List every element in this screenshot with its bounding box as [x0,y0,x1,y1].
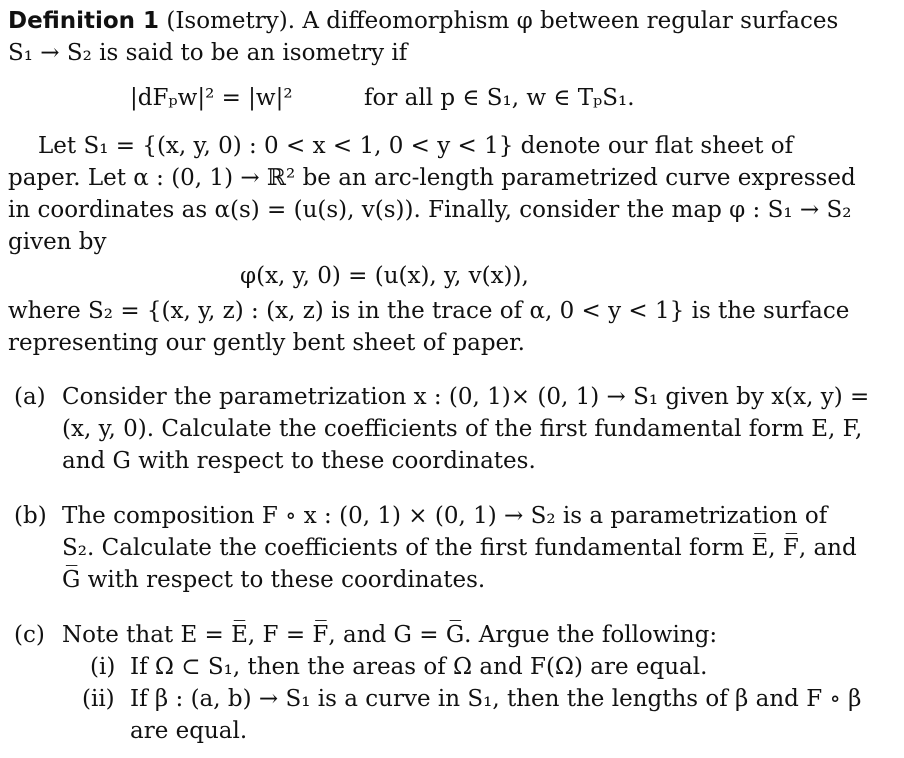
item-a-line-3: and G with respect to these coordinates. [62,448,536,474]
definition-line-2: S₁ → S₂ is said to be an isometry if [8,40,408,66]
para-line-2: paper. Let α : (0, 1) → ℝ² be an arc-length parametrized curve expressed [8,165,856,191]
item-b-line-2: S₂. Calculate the coefficients of the first fundamental form E̅, F̅, and [62,535,857,561]
item-c-sub-ii-line-1: If β : (a, b) → S₁ is a curve in S₁, then the lengths of β and F ∘ β [130,686,862,712]
item-c-sub-i-label: (i) [90,654,116,680]
item-c-sub-ii-label: (ii) [82,686,115,712]
isometry-formula: |dFₚw|² = |w|² [130,85,293,111]
item-b-line-1: The composition F ∘ x : (0, 1) × (0, 1) → S₂ is a parametrization of [62,503,828,529]
item-c-line-1: Note that E = E̅, F = F̅, and G = G̅. Argue the following: [62,622,718,648]
para-line-6: representing our gently bent sheet of paper. [8,330,525,356]
map-formula: φ(x, y, 0) = (u(x), y, v(x)), [240,263,529,289]
definition-title: (Isometry). A diffeomorphism φ between regular surfaces [159,8,839,34]
para-line-4: given by [8,229,107,255]
item-b-line-3: G̅ with respect to these coordinates. [62,567,486,593]
item-c-label: (c) [14,622,45,648]
item-a-line-2: (x, y, 0). Calculate the coefficients of the first fundamental form E, F, [62,416,863,442]
item-c-sub-ii-line-2: are equal. [130,718,248,744]
para-line-5: where S₂ = {(x, y, z) : (x, z) is in the trace of α, 0 < y < 1} is the surface [8,298,850,324]
para-line-1: Let S₁ = {(x, y, 0) : 0 < x < 1, 0 < y < 1} denote our flat sheet of [38,133,794,159]
isometry-condition: for all p ∈ S₁, w ∈ TₚS₁. [364,85,635,111]
item-c-sub-i: If Ω ⊂ S₁, then the areas of Ω and F(Ω) are equal. [130,654,708,680]
item-b-label: (b) [14,503,47,529]
definition-label: Definition 1 [8,8,160,34]
para-line-3: in coordinates as α(s) = (u(s), v(s)). Finally, consider the map φ : S₁ → S₂ [8,197,852,223]
item-a-line-1: Consider the parametrization x : (0, 1)× (0, 1) → S₁ given by x(x, y) = [62,384,870,410]
definition-heading [8,6,870,37]
item-a-label: (a) [14,384,46,410]
